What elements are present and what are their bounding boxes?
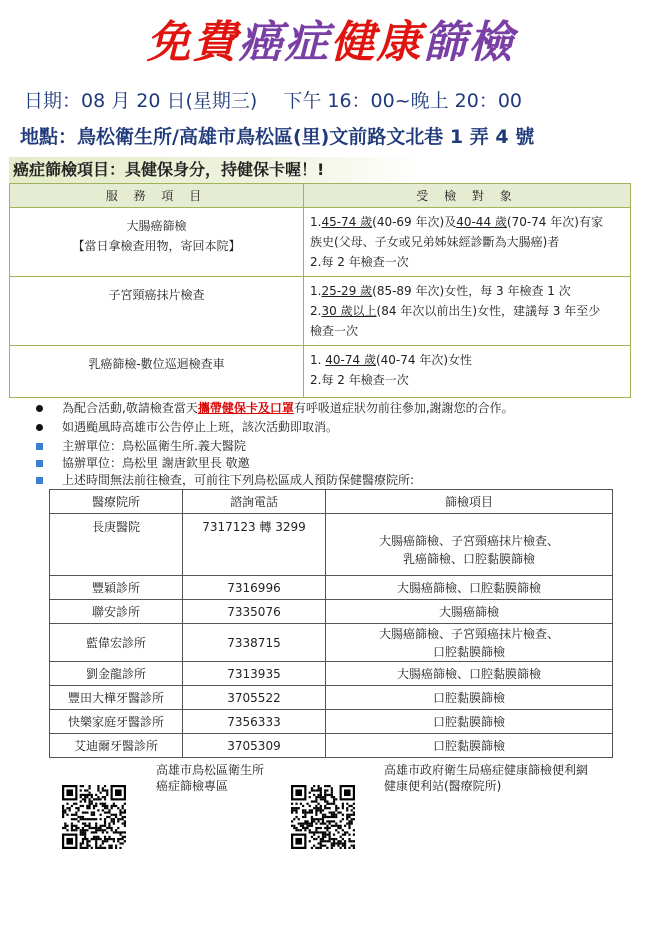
note-text: 協辦單位：鳥松里 謝唐欽里長 敬邀	[62, 456, 250, 470]
target-line	[310, 321, 624, 341]
table-row	[50, 710, 613, 734]
qr-label-screening-portal	[384, 762, 588, 794]
age-range: 40-44 歲	[456, 215, 507, 229]
table-row	[50, 662, 613, 686]
target-text: (40-74 年次)女性	[375, 353, 473, 367]
clinic-screening-items	[326, 710, 613, 734]
qr-label-line: 高雄市鳥松區衛生所	[156, 763, 265, 777]
clinic-phone: 7313935	[183, 662, 326, 686]
header-screening: 篩檢項目	[326, 490, 613, 514]
table-row	[50, 734, 613, 758]
table-row	[10, 277, 631, 346]
clinic-name: 劉金龍診所	[50, 662, 183, 686]
target-line	[310, 301, 624, 321]
note-item	[36, 400, 514, 417]
target-cell	[304, 346, 631, 398]
age-range: 45-74 歲	[321, 215, 373, 229]
table-row	[50, 624, 613, 662]
notes-list	[36, 400, 514, 489]
date-label: 日期：08 月 20 日(星期三)	[24, 90, 258, 112]
title-part: 篩檢	[422, 17, 515, 68]
target-text: 1.	[310, 353, 326, 367]
target-text: (70-74 年次)有家	[506, 215, 603, 229]
clinic-name: 長庚醫院	[50, 514, 183, 576]
target-text: 2.每 2 年檢查一次	[310, 373, 409, 387]
screening-item: 口腔黏膜篩檢	[432, 738, 505, 753]
title-part: 健康	[330, 17, 423, 68]
target-cell	[304, 208, 631, 277]
bullet-square-icon	[36, 460, 43, 467]
clinic-name: 藍偉宏診所	[50, 624, 183, 662]
screening-table	[9, 183, 631, 398]
target-line	[310, 232, 624, 252]
clinic-name: 艾迪爾牙醫診所	[50, 734, 183, 758]
target-line	[310, 350, 624, 370]
screening-item: 大腸癌篩檢、子宮頸癌抹片檢查、	[378, 626, 559, 641]
highlight-text: 攜帶健保卡及口罩	[197, 401, 294, 415]
clinic-phone: 3705522	[183, 686, 326, 710]
screening-item: 大腸癌篩檢、口腔黏膜篩檢	[396, 580, 541, 595]
service-item-cell	[10, 208, 304, 277]
target-text: 1.	[310, 284, 322, 298]
clinic-table	[49, 489, 613, 758]
qr-label-line: 癌症篩檢專區	[156, 779, 229, 793]
clinic-phone: 3705309	[183, 734, 326, 758]
age-range: 25-29 歲	[321, 284, 373, 298]
header-clinic: 醫療院所	[50, 490, 183, 514]
clinic-screening-items	[326, 600, 613, 624]
table-row	[50, 576, 613, 600]
header-service-item: 服 務 項 目	[10, 184, 304, 208]
service-item-name: 子宮頸癌抹片檢查	[108, 288, 205, 302]
screening-item: 口腔黏膜篩檢	[432, 714, 505, 729]
event-date	[24, 86, 522, 113]
table-row	[10, 208, 631, 277]
target-text: (84 年次以前出生)女性，建議每 3 年至少	[376, 304, 601, 318]
age-range: 40-74 歲	[325, 353, 376, 367]
clinic-phone: 7316996	[183, 576, 326, 600]
bullet-dot-icon	[36, 424, 43, 431]
table-row	[10, 346, 631, 398]
note-text: 上述時間無法前往檢查，可前往下列鳥松區成人預防保健醫療院所:	[62, 473, 415, 487]
service-item-cell	[10, 277, 304, 346]
note-item	[36, 455, 514, 472]
qr-code-health-station[interactable]	[62, 778, 126, 856]
header-phone: 諮詢電話	[183, 490, 326, 514]
target-cell	[304, 277, 631, 346]
time-label: 下午 16：00~晚上 20：00	[283, 90, 523, 112]
clinic-name: 聯安診所	[50, 600, 183, 624]
age-range: 30 歲以上	[321, 304, 377, 318]
clinic-screening-items	[326, 662, 613, 686]
note-item	[36, 438, 514, 455]
title-part: 癌症	[238, 17, 331, 68]
bullet-dot-icon	[36, 405, 43, 412]
screening-item: 大腸癌篩檢、子宮頸癌抹片檢查、	[378, 533, 559, 548]
clinic-screening-items	[326, 624, 613, 662]
target-text: (40-69 年次)及	[372, 215, 457, 229]
note-text: 為配合活動,敬請檢查當天	[62, 401, 198, 415]
clinic-phone: 7317123 轉 3299	[183, 514, 326, 576]
header-eligible-target: 受 檢 對 象	[304, 184, 631, 208]
target-text: 2.每 2 年檢查一次	[310, 255, 409, 269]
clinic-name: 快樂家庭牙醫診所	[50, 710, 183, 734]
target-text: 檢查一次	[310, 324, 359, 338]
note-text: 主辦單位：鳥松區衛生所.義大醫院	[62, 439, 246, 453]
table-row	[50, 600, 613, 624]
clinic-screening-items	[326, 514, 613, 576]
qr-label-line: 高雄市政府衛生局癌症健康篩檢便利網	[384, 763, 589, 777]
clinic-phone: 7338715	[183, 624, 326, 662]
bullet-square-icon	[36, 477, 43, 484]
table-row	[50, 514, 613, 576]
service-item-note: 【當日拿檢查用物，寄回本院】	[72, 239, 241, 253]
target-text: 族史(父母、子女或兄弟姊妹經診斷為大腸癌)者	[310, 235, 560, 249]
qr-label-line: 健康便利站(醫療院所)	[384, 779, 502, 793]
target-text: 2.	[310, 304, 322, 318]
target-line	[310, 370, 624, 390]
clinic-phone: 7335076	[183, 600, 326, 624]
service-item-name: 乳癌篩檢-數位巡迴檢查車	[88, 357, 225, 371]
screening-item: 大腸癌篩檢、口腔黏膜篩檢	[396, 666, 541, 681]
note-item	[36, 419, 514, 436]
clinic-screening-items	[326, 576, 613, 600]
target-text: (85-89 年次)女性，每 3 年檢查 1 次	[372, 284, 571, 298]
event-place: 地點：鳥松衛生所/高雄市鳥松區(里)文前路文北巷 1 弄 4 號	[20, 126, 535, 148]
clinic-screening-items	[326, 686, 613, 710]
note-text: 有呼吸道症狀勿前往參加,謝謝您的合作。	[293, 401, 514, 415]
service-item-name: 大腸癌篩檢	[126, 219, 187, 233]
screening-item: 乳癌篩檢、口腔黏膜篩檢	[402, 551, 535, 566]
qr-label-health-station	[156, 762, 264, 794]
screening-item: 大腸癌篩檢	[438, 604, 499, 619]
clinic-name: 豐田大樺牙醫診所	[50, 686, 183, 710]
clinic-screening-items	[326, 734, 613, 758]
clinic-phone: 7356333	[183, 710, 326, 734]
qr-code-screening-portal[interactable]	[291, 778, 355, 856]
clinic-name: 豐穎診所	[50, 576, 183, 600]
target-text: 1.	[310, 215, 322, 229]
page-title	[0, 6, 661, 70]
service-item-cell	[10, 346, 304, 398]
bullet-square-icon	[36, 443, 43, 450]
screening-item: 口腔黏膜篩檢	[432, 690, 505, 705]
target-line	[310, 212, 624, 232]
note-text: 如遇颱風時高雄市公告停止上班，該次活動即取消。	[62, 420, 339, 434]
note-item	[36, 472, 514, 489]
title-part: 免費	[146, 17, 239, 68]
screening-items-heading: 癌症篩檢項目：具健保身分，持健保卡喔！!	[9, 157, 423, 183]
target-line	[310, 252, 624, 272]
target-line	[310, 281, 624, 301]
table-row	[50, 686, 613, 710]
screening-item: 口腔黏膜篩檢	[432, 644, 505, 659]
